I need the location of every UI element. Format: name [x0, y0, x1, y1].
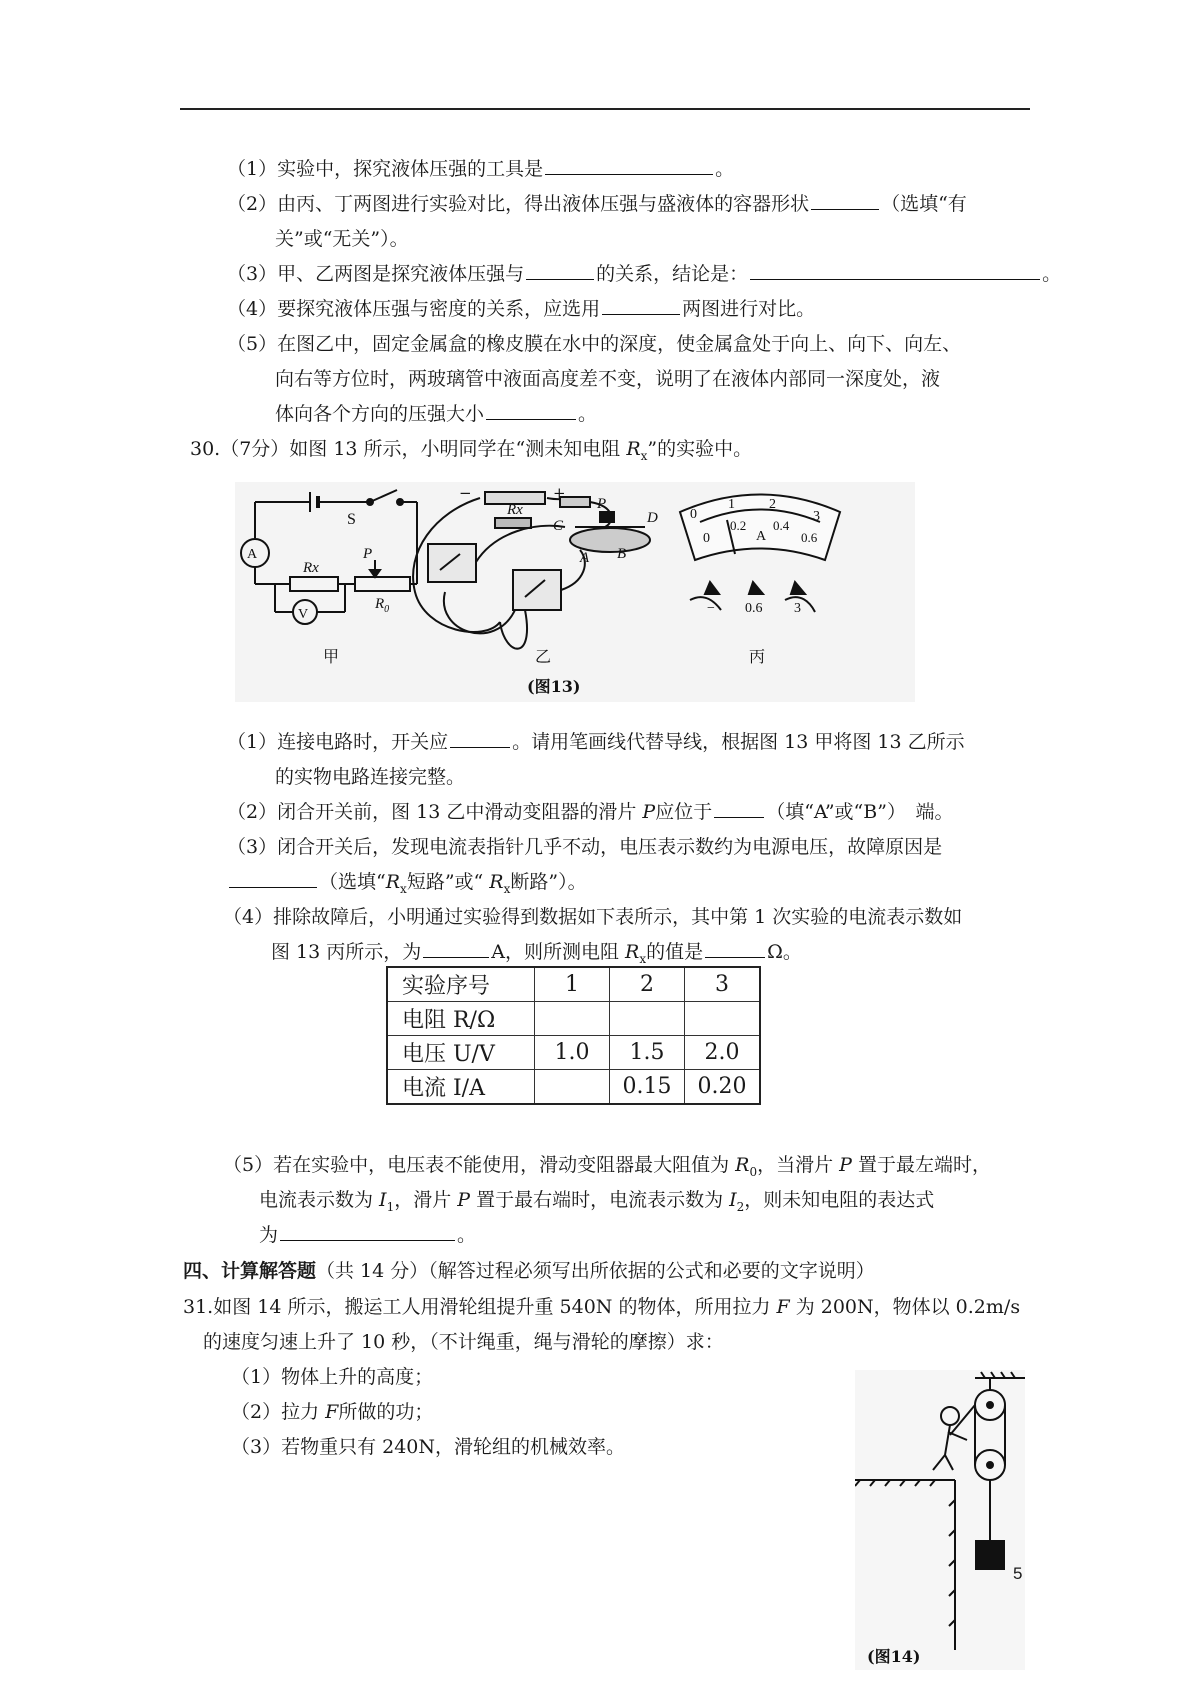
answer-blank[interactable]	[486, 399, 576, 420]
q31-item-2: （2）拉力 F所做的功；	[231, 1401, 434, 1423]
dial-tick-1: 1	[728, 497, 735, 512]
figure-14	[855, 1370, 1025, 1670]
q29-item-5-cont2: 体向各个方向的压强大小 。	[275, 399, 597, 429]
answer-blank[interactable]	[545, 154, 713, 175]
answer-blank[interactable]	[229, 867, 317, 888]
table-row	[387, 1036, 760, 1070]
end-d-label: D	[647, 510, 658, 526]
table-header-cell: 3	[685, 967, 761, 1002]
q31-line-1: 31.如图 14 所示，搬运工人用滑轮组提升重 540N 的物体，所用拉力 F 为 200N，物体以 0.2m/s	[183, 1296, 1021, 1318]
caption-jia: 甲	[323, 647, 340, 666]
answer-blank[interactable]	[602, 294, 680, 315]
q29-item-5: （5）在图乙中，固定金属盒的橡皮膜在水中的深度，使金属盒处于向上、向下、向左、	[227, 333, 962, 355]
q30-item-5-cont2: 为 。	[259, 1220, 476, 1250]
dial-inner-04: 0.4	[773, 518, 790, 533]
answer-blank[interactable]	[526, 259, 594, 280]
rx-label: Rx	[303, 560, 319, 576]
dial-tick-0: 0	[690, 507, 697, 522]
q30-item-5-cont: 电流表示数为 $I_1$，滑片 P 置于最右端时，电流表示数为 $I_2$，则未知电阻的表达式	[259, 1189, 935, 1214]
table-header-cell: 2	[610, 967, 685, 1002]
answer-blank[interactable]	[705, 937, 765, 958]
answer-blank[interactable]	[714, 797, 764, 818]
q30-item-4-cont: 图 13 丙所示，为 A，则所测电阻 $R_x$的值是 Ω。	[271, 937, 802, 974]
q31-item-1: （1）物体上升的高度；	[231, 1366, 434, 1388]
q29-item-3: （3）甲、乙两图是探究液体压强与 的关系，结论是： 。	[227, 259, 1061, 289]
slider-p-label-b: P	[597, 496, 607, 512]
header-rule	[180, 108, 1030, 110]
table-cell	[610, 1002, 685, 1036]
section-4-heading: 四、计算解答题（共 14 分）（解答过程必须写出所依据的公式和必要的文字说明）	[183, 1260, 875, 1282]
answer-blank[interactable]	[423, 937, 489, 958]
table-cell: 电压 U/V	[387, 1036, 535, 1070]
table-cell: 电阻 R/Ω	[387, 1002, 535, 1036]
load-block	[975, 1540, 1005, 1570]
end-a-label: A	[580, 550, 590, 566]
q30-title: 30.（7分）如图 13 所示，小明同学在“测未知电阻 $R_x$”的实验中。	[190, 438, 753, 463]
table-header-cell: 实验序号	[387, 967, 535, 1002]
answer-blank[interactable]	[450, 727, 510, 748]
dial-inner-0: 0	[703, 531, 710, 546]
table-cell	[685, 1002, 761, 1036]
q30-item-3: （3）闭合开关后，发现电流表指针几乎不动，电压表示数约为电源电压，故障原因是	[227, 836, 943, 858]
terminal-06: 0.6	[745, 601, 763, 616]
dial-tick-3: 3	[813, 509, 820, 524]
table-row	[387, 1002, 760, 1036]
experiment-data-table	[386, 966, 761, 1105]
page-number: 5	[1013, 1564, 1023, 1583]
table-header-cell: 1	[535, 967, 610, 1002]
answer-blank[interactable]	[280, 1220, 455, 1241]
terminal-minus: −	[707, 601, 715, 616]
table-cell: 1.0	[535, 1036, 610, 1070]
table-header-row	[387, 967, 760, 1002]
answer-blank[interactable]	[811, 189, 879, 210]
figure-13	[235, 482, 915, 702]
table-cell: 1.5	[610, 1036, 685, 1070]
table-cell: 电流 I/A	[387, 1070, 535, 1105]
answer-blank[interactable]	[750, 259, 1040, 280]
battery-minus: −	[459, 484, 472, 502]
q30-item-5: （5）若在实验中，电压表不能使用，滑动变阻器最大阻值为 $R_0$，当滑片 P 置于最左端时，	[223, 1154, 991, 1179]
table-cell: 2.0	[685, 1036, 761, 1070]
dial-unit: A	[756, 529, 767, 544]
r0-label: $R_0$	[375, 596, 390, 615]
switch-label: S	[347, 511, 356, 528]
terminal-3: 3	[794, 601, 801, 616]
voltmeter-symbol: V	[298, 607, 309, 622]
q29-item-2-cont: 关”或“无关”）。	[275, 228, 409, 250]
q30-item-1: （1）连接电路时，开关应 。请用笔画线代替导线，根据图 13 甲将图 13 乙所示	[227, 727, 965, 757]
ammeter-symbol: A	[247, 547, 258, 562]
slider-p-label: P	[363, 546, 373, 562]
dial-tick-2: 2	[769, 497, 776, 512]
dial-inner-02: 0.2	[730, 518, 747, 533]
figure-14-caption: (图14)	[867, 1647, 921, 1666]
q30-item-2: （2）闭合开关前，图 13 乙中滑动变阻器的滑片 P应位于 （填“A”或“B”） 端。	[227, 797, 953, 827]
q29-item-5-cont: 向右等方位时，两玻璃管中液面高度差不变，说明了在液体内部同一深度处，液	[275, 368, 941, 390]
end-c-label: C	[553, 518, 564, 534]
q29-item-4: （4）要探究液体压强与密度的关系，应选用 两图进行对比。	[227, 294, 815, 324]
table-cell: 0.20	[685, 1070, 761, 1105]
q31-item-3: （3）若物重只有 240N，滑轮组的机械效率。	[231, 1436, 626, 1458]
table-cell	[535, 1002, 610, 1036]
q30-item-4: （4）排除故障后，小明通过实验得到数据如下表所示，其中第 1 次实验的电流表示数如	[223, 906, 963, 928]
q29-item-1: （1）实验中，探究液体压强的工具是 。	[227, 154, 734, 184]
q30-item-1-cont: 的实物电路连接完整。	[275, 766, 466, 788]
q31-line-2: 的速度匀速上升了 10 秒，（不计绳重，绳与滑轮的摩擦）求：	[203, 1331, 724, 1353]
caption-yi: 乙	[535, 647, 552, 666]
table-cell	[535, 1070, 610, 1105]
caption-bing: 丙	[749, 647, 766, 666]
rx-label-b: Rx	[507, 502, 523, 518]
q29-item-2: （2）由丙、丁两图进行实验对比，得出液体压强与盛液体的容器形状 （选填“有	[227, 189, 967, 219]
dial-inner-06: 0.6	[801, 530, 818, 545]
battery-plus: +	[553, 484, 566, 502]
end-b-label: B	[617, 546, 627, 562]
figure-13-caption: (图13)	[527, 677, 581, 696]
q30-item-3-cont: （选填“$R_x$短路”或“ $R_x$断路”）。	[227, 867, 587, 904]
table-row	[387, 1070, 760, 1105]
table-cell: 0.15	[610, 1070, 685, 1105]
